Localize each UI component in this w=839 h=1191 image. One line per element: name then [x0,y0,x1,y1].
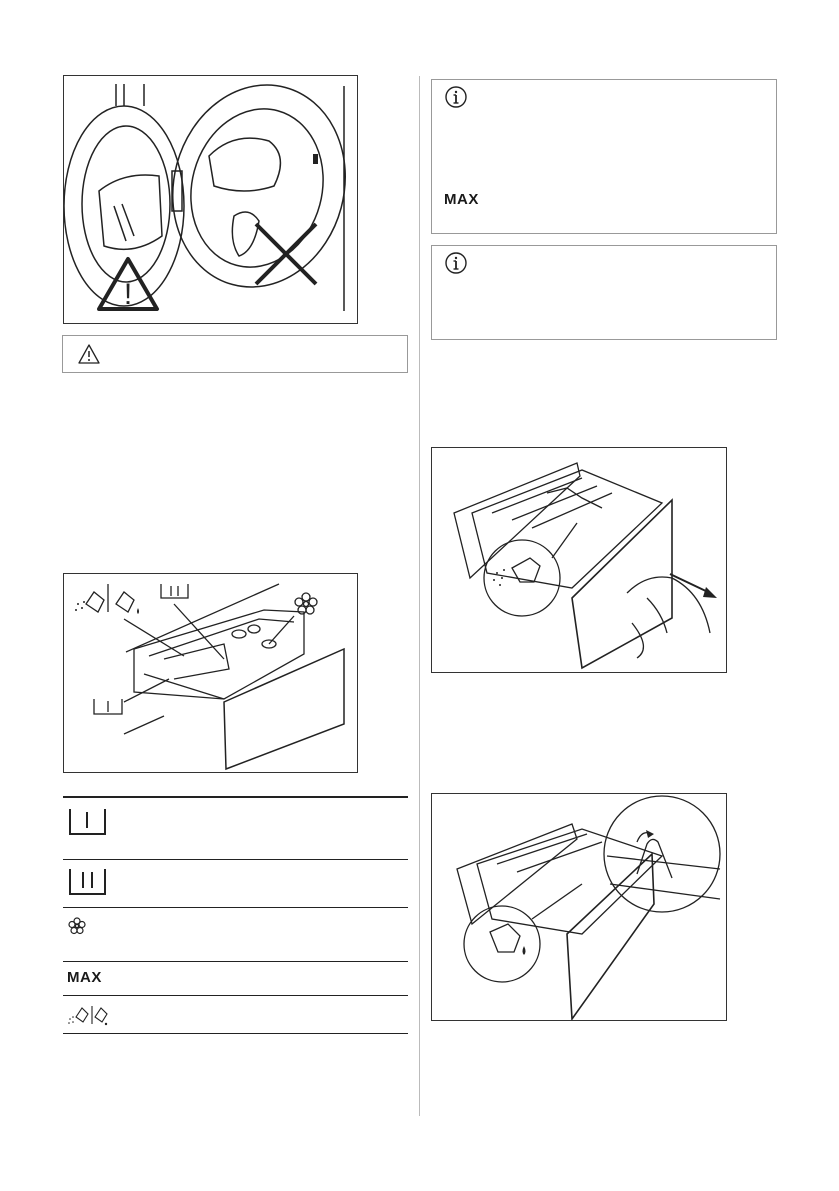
dispenser-flap-illustration [431,793,727,1021]
table-row [63,798,408,860]
washer-door-illustration [63,75,358,324]
dispenser-pull-out-illustration [431,447,727,673]
info-icon [444,251,468,275]
table-row [63,860,408,907]
warning-box [62,335,408,373]
powder-liquid-flap-icon [66,1003,110,1027]
svg-text:!: ! [123,278,133,311]
compartment-1-icon [67,806,109,838]
detergent-dispenser-illustration [63,573,358,773]
table-row [63,908,408,961]
table-row [63,996,408,1033]
info-box [431,79,777,234]
compartment-2-icon [67,866,109,898]
info-box [431,245,777,340]
flower-softener-icon [67,916,87,936]
max-label: MAX [67,969,102,986]
info-icon [444,85,468,109]
warning-triangle-icon [77,343,101,365]
max-label: MAX [444,191,479,208]
column-separator [419,76,420,1116]
table-row [63,962,408,995]
table-bottom-rule [63,1033,408,1034]
